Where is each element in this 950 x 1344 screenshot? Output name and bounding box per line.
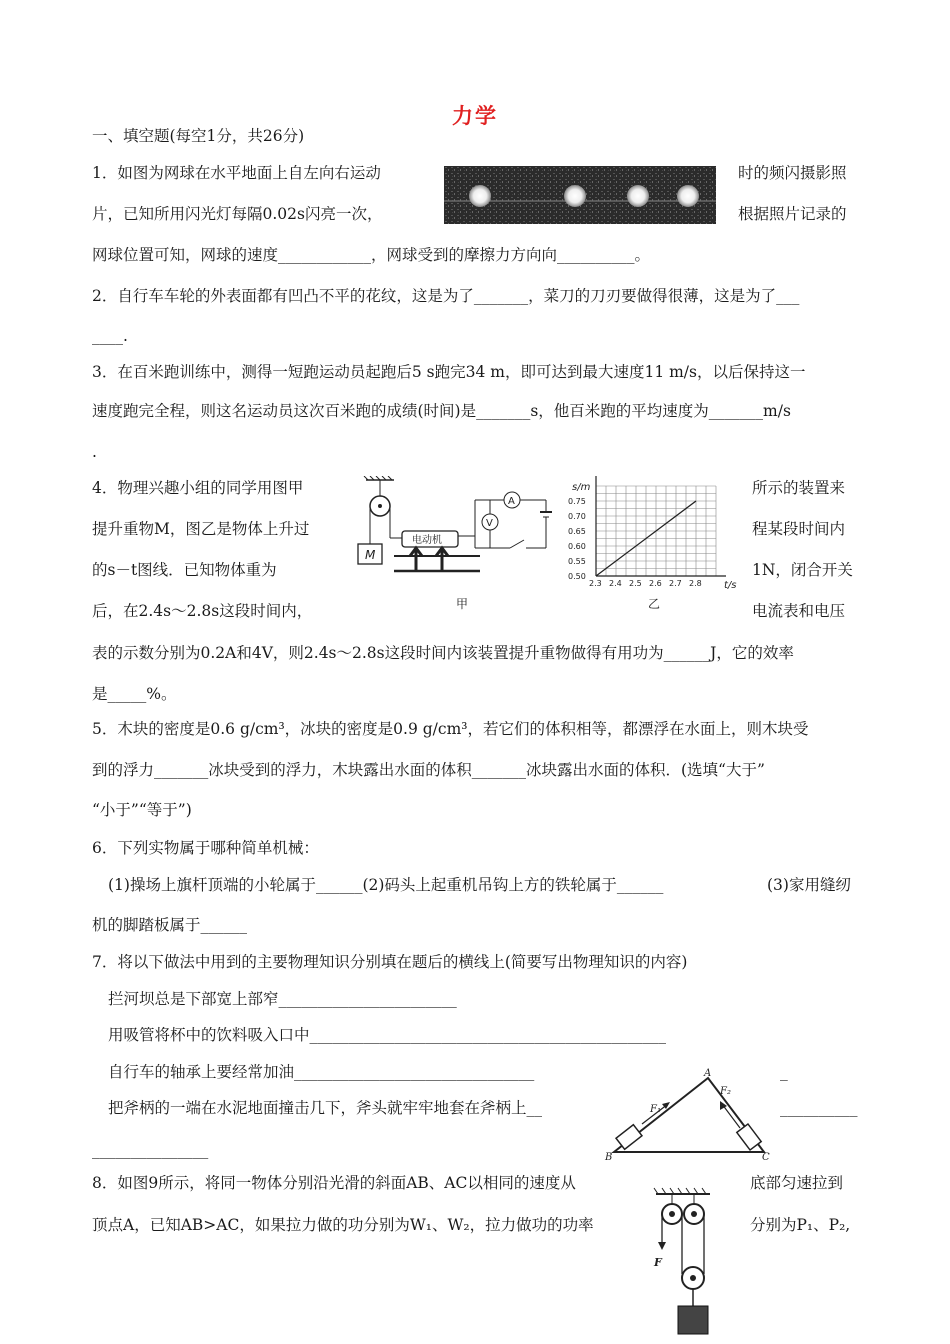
q3-line3: . [92, 443, 97, 461]
q6-line2-right: (3)家用缝纫 [767, 876, 851, 894]
q4-line4-left: 后，在2.4s～2.8s这段时间内， [92, 602, 313, 620]
q8-line1-left: 8．如图9所示，将同一物体分别沿光滑的斜面AB、AC以相同的速度从 [92, 1174, 576, 1192]
block-on-ab [616, 1125, 642, 1150]
y-tick-label: 0.50 [568, 572, 586, 581]
q5-line2: 到的浮力_______冰块受到的浮力，木块露出水面的体积_______冰块露出水面的体积．(选填“大于” [92, 761, 765, 779]
y-tick-label: 0.70 [568, 512, 586, 521]
q1-line2-left: 片，已知所用闪光灯每隔0.02s闪亮一次， [92, 205, 383, 223]
tennis-strobe-photo [444, 166, 716, 224]
q4-line5: 表的示数分别为0.2A和4V，则2.4s～2.8s这段时间内该装置提升重物做得有用功为______J，它的效率 [92, 644, 794, 662]
y-tick-label: 0.65 [568, 527, 586, 536]
q8-line2-right: 分别为P₁、P₂, [750, 1216, 851, 1234]
q1-line1-right: 时的频闪摄影照 [738, 164, 847, 182]
label-c: C [762, 1152, 770, 1160]
mass-m-label: M [365, 548, 376, 562]
x-tick-label: 2.6 [649, 579, 662, 588]
q2-line2: ____. [92, 327, 128, 345]
ball-position-2 [564, 185, 586, 207]
q6-line3: 机的脚踏板属于______ [92, 916, 248, 934]
q6-line1: 6．下列实物属于哪种简单机械： [92, 839, 319, 857]
q4-line4-right: 电流表和电压 [752, 602, 846, 620]
st-graph-ticks [568, 497, 702, 588]
figure-jia-caption: 甲 [456, 597, 469, 611]
x-tick-label: 2.3 [589, 579, 602, 588]
label-f1: F₁ [650, 1104, 661, 1115]
st-graph-ylabel: s/m [572, 482, 591, 493]
q5-line1: 5．木块的密度是0.6 g/cm³，冰块的密度是0.9 g/cm³，若它们的体积相等，都漂浮在水面上，则木块受 [92, 720, 809, 738]
ammeter-label: A [508, 496, 515, 507]
q7-item-axe: 把斧柄的一端在水泥地面撞击几下，斧头就牢牢地套在斧柄上__ [108, 1099, 543, 1117]
force-label: F [654, 1256, 662, 1269]
voltmeter-label: V [486, 518, 493, 529]
q7-item-axe-continued: _______________ [92, 1141, 209, 1159]
q3-line1: 3．在百米跑训练中，测得一短跑运动员起跑后5 s跑完34 m，即可达到最大速度11 m/s，以后保持这一 [92, 363, 806, 381]
st-graph-xlabel: t/s [724, 580, 737, 591]
q4-line2-right: 程某段时间内 [752, 520, 846, 538]
label-b: B [605, 1152, 613, 1160]
q4-line2-left: 提升重物M，图乙是物体上升过 [92, 520, 310, 538]
y-tick-label: 0.75 [568, 497, 586, 506]
hanging-weight [678, 1306, 708, 1334]
x-tick-label: 2.4 [609, 579, 622, 588]
q4-line6: 是_____%。 [92, 685, 177, 703]
figure-incline-triangle [604, 1068, 776, 1160]
q7-item-bearing: 自行车的轴承上要经常加油_______________________________ [108, 1063, 535, 1081]
q7-item-straw: 用吸管将杯中的饮料吸入口中______________________________________________ [108, 1026, 667, 1044]
q8-line2-left: 顶点A，已知AB>AC，如果拉力做的功分别为W₁、W₂，拉力做功的功率 [92, 1216, 594, 1234]
q8-line1-right: 底部匀速拉到 [750, 1174, 844, 1192]
y-tick-label: 0.60 [568, 542, 586, 551]
q5-line3: “小于”“等于”) [92, 801, 192, 819]
q7-item-bearing-tail: _ [780, 1063, 788, 1081]
x-tick-label: 2.5 [629, 579, 642, 588]
ball-position-3 [627, 185, 649, 207]
switch-icon [510, 540, 524, 548]
label-f2: F₂ [720, 1086, 731, 1097]
q1-line1-left: 1．如图为网球在水平地面上自左向右运动 [92, 164, 381, 182]
page-title: 力学 [452, 104, 498, 128]
section-heading: 一、填空题(每空1分，共26分) [92, 127, 305, 145]
q4-line3-right: 1N，闭合开关 [752, 561, 853, 579]
figure-pulley-block [648, 1186, 718, 1336]
figure-yi-caption: 乙 [648, 597, 661, 611]
figure-yi-st-graph [566, 476, 746, 616]
q3-line2: 速度跑完全程，则这名运动员这次百米跑的成绩(时间)是_______s，他百米跑的平均速度为_______m/s [92, 402, 791, 420]
q2-line1: 2．自行车车轮的外表面都有凹凸不平的花纹，这是为了_______，菜刀的刀刃要做得很薄，这是为了___ [92, 287, 800, 305]
q4-line1-left: 4．物理兴趣小组的同学用图甲 [92, 479, 304, 497]
q6-line2: (1)操场上旗杆顶端的小轮属于______(2)码头上起重机吊钩上方的铁轮属于______ [108, 876, 664, 894]
q4-line3-left: 的s－t图线．已知物体重为 [92, 561, 277, 579]
q4-line1-right: 所示的装置来 [752, 479, 846, 497]
ball-position-1 [469, 185, 491, 207]
block-on-ac [737, 1124, 761, 1150]
q1-line3: 网球位置可知，网球的速度____________，网球受到的摩擦力方向向__________。 [92, 246, 651, 264]
x-tick-label: 2.7 [669, 579, 682, 588]
q1-line2-right: 根据照片记录的 [738, 205, 847, 223]
label-a: A [704, 1068, 712, 1079]
q7-line1: 7．将以下做法中用到的主要物理知识分别填在题后的横线上(简要写出物理知识的内容) [92, 953, 688, 971]
x-tick-label: 2.8 [689, 579, 702, 588]
q7-item-axe-tail: __________ [780, 1099, 858, 1117]
figure-jia-circuit [350, 476, 565, 621]
q7-item-dam: 拦河坝总是下部宽上部窄_______________________ [108, 990, 457, 1008]
y-tick-label: 0.55 [568, 557, 586, 566]
motor-label: 电动机 [412, 535, 442, 546]
ball-position-4 [677, 185, 699, 207]
